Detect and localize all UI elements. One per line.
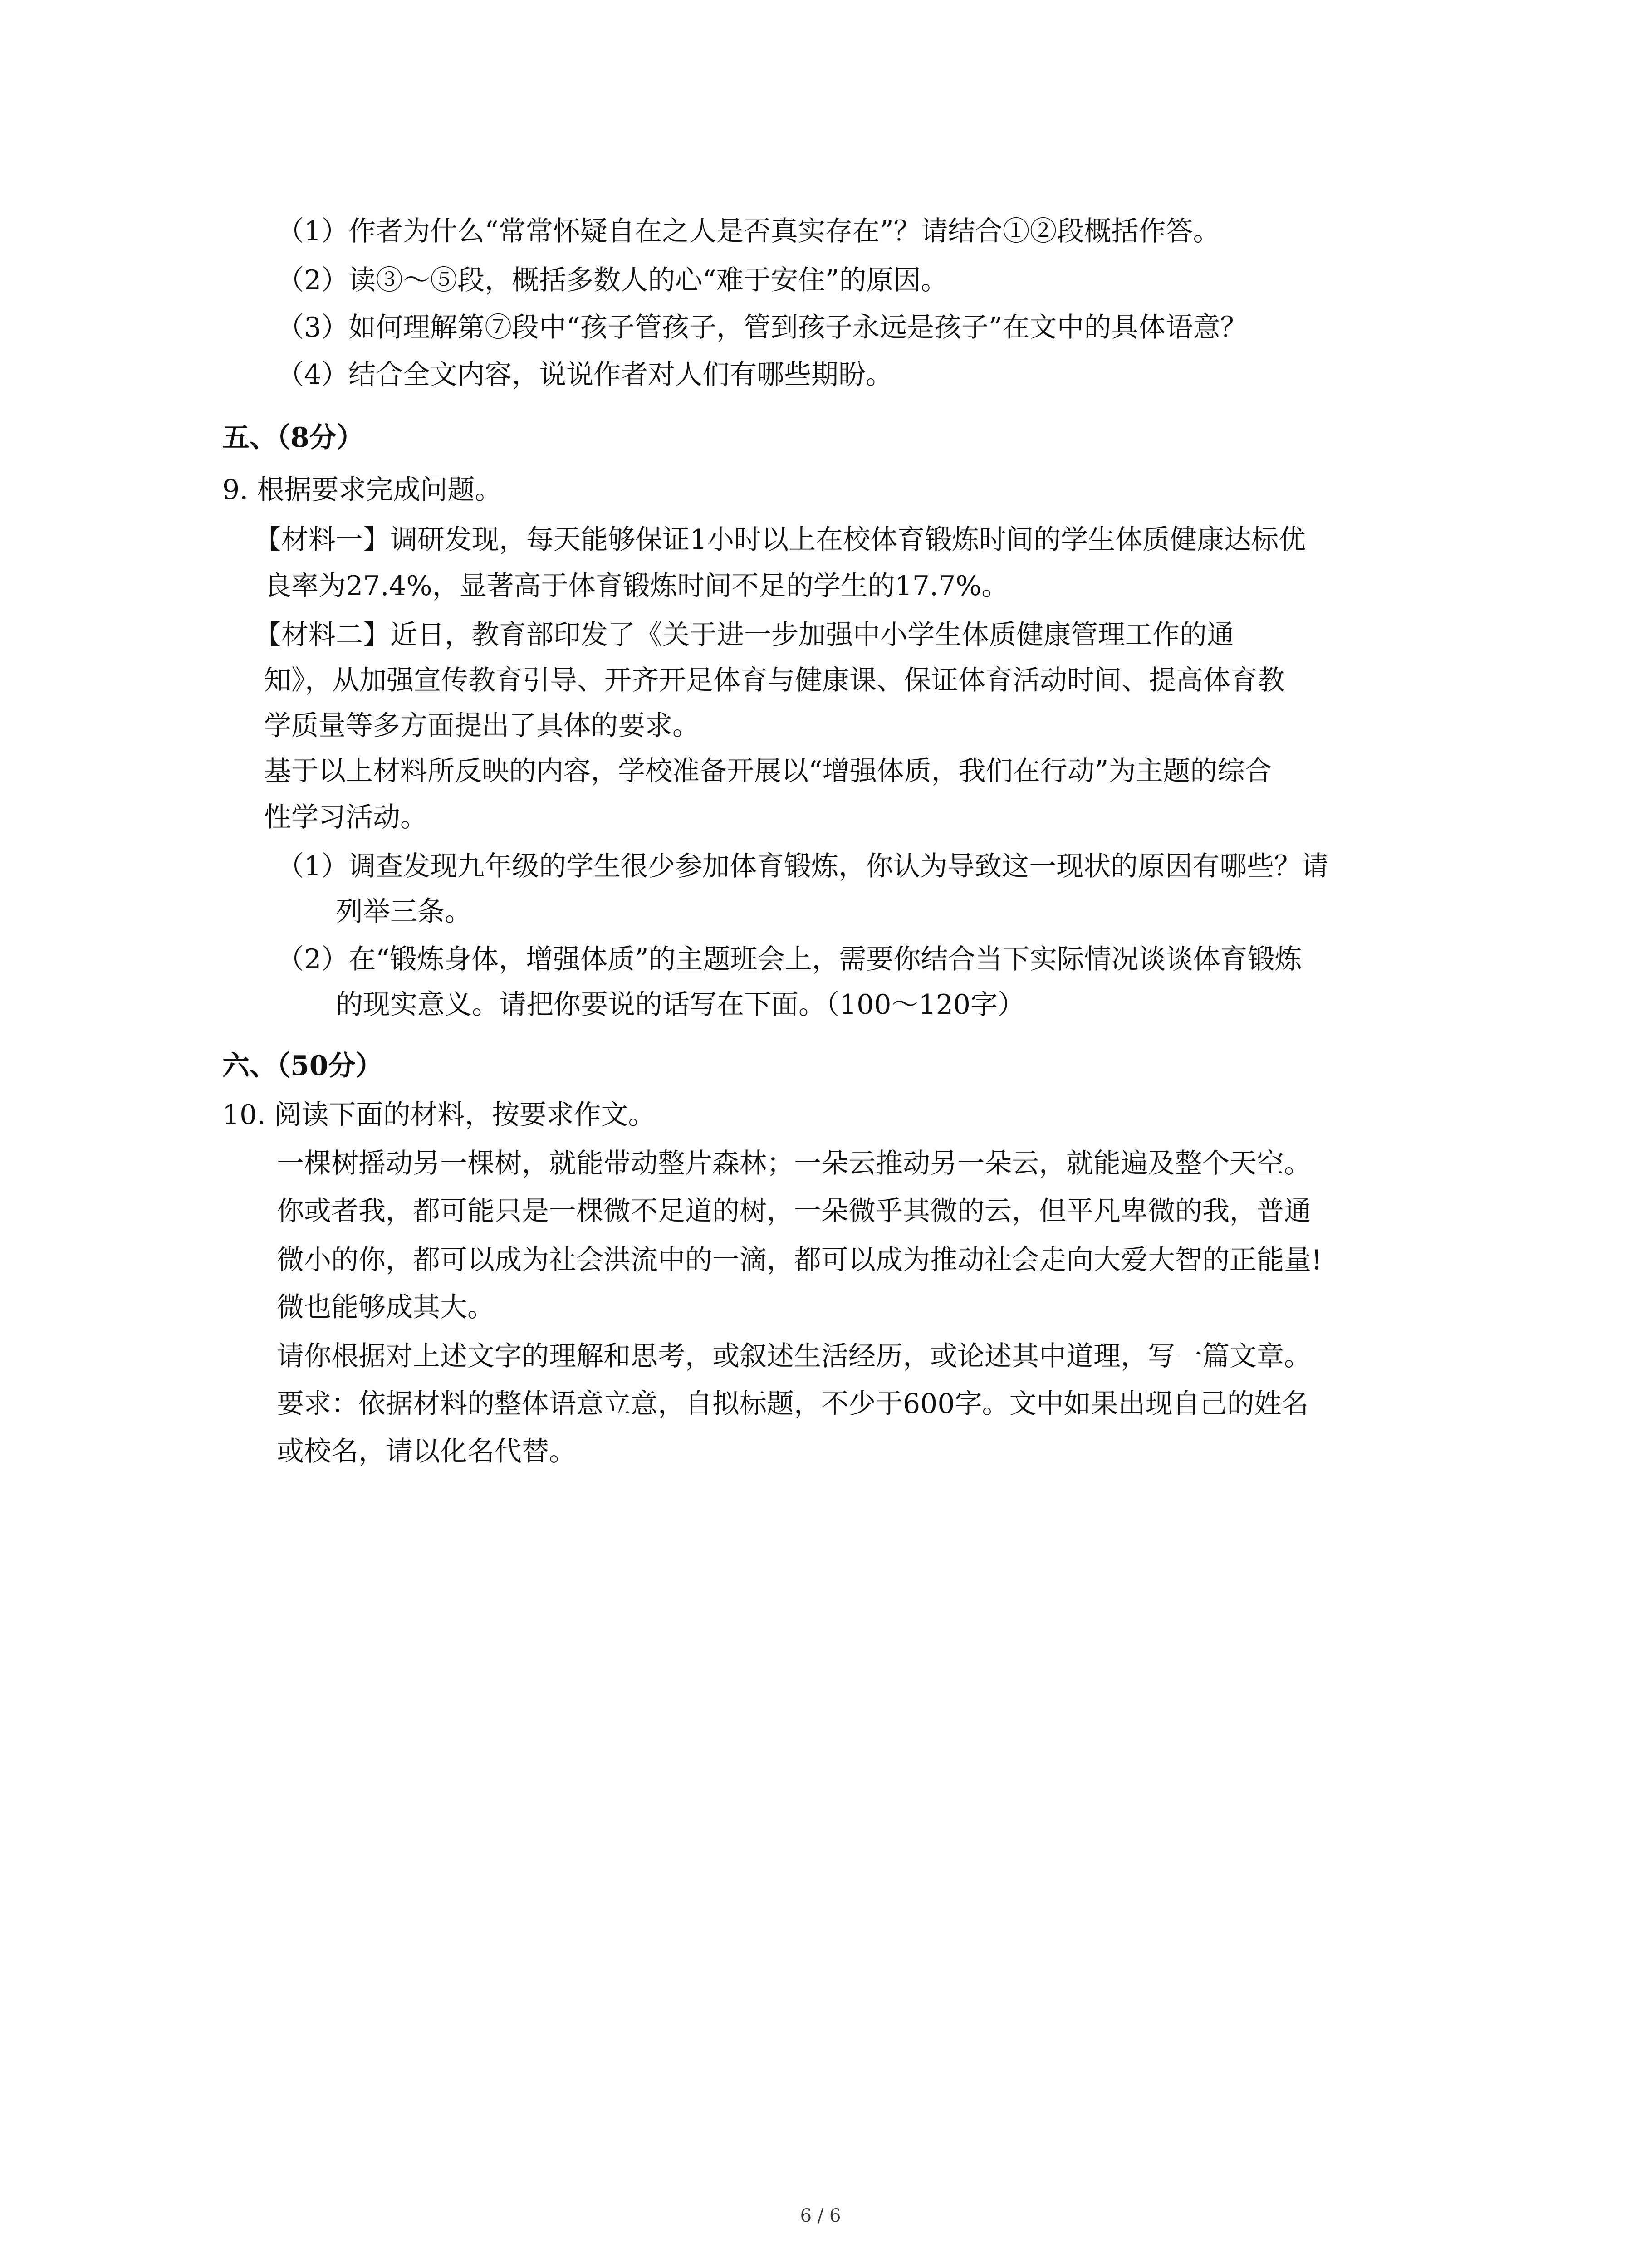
question-9-2-line-2: 的现实意义。请把你要说的话写在下面。（100～120字） — [336, 989, 1025, 1021]
essay-requirement-line-1: 要求：依据材料的整体语意立意，自拟标题，不少于600字。文中如果出现自己的姓名 — [277, 1388, 1309, 1420]
question-9-title: 9. 根据要求完成问题。 — [222, 474, 502, 506]
essay-instruction: 请你根据对上述文字的理解和思考，或叙述生活经历，或论述其中道理，写一篇文章。 — [277, 1340, 1311, 1372]
essay-requirement-line-2: 或校名，请以化名代替。 — [277, 1436, 576, 1467]
material-2-line-1: 【材料二】近日，教育部印发了《关于进一步加强中小学生体质健康管理工作的通 — [254, 619, 1234, 651]
question-9-1-line-2: 列举三条。 — [336, 896, 472, 928]
section-6-heading: 六、（50分） — [222, 1050, 383, 1082]
essay-material-line-3: 微小的你，都可以成为社会洪流中的一滴，都可以成为推动社会走向大爱大智的正能量! — [277, 1244, 1323, 1276]
page-number: 6 / 6 — [800, 2205, 841, 2226]
question-9-2-line-1: （2）在“锻炼身体，增强体质”的主题班会上，需要你结合当下实际情况谈谈体育锻炼 — [277, 943, 1302, 975]
question-8-4: （4）结合全文内容，说说作者对人们有哪些期盼。 — [277, 359, 893, 391]
question-8-1: （1）作者为什么“常常怀疑自在之人是否真实存在”？请结合①②段概括作答。 — [277, 215, 1220, 247]
section-5-heading: 五、（8分） — [222, 422, 364, 454]
activity-intro-line-2: 性学习活动。 — [264, 802, 427, 833]
activity-intro-line-1: 基于以上材料所反映的内容，学校准备开展以“增强体质，我们在行动”为主题的综合 — [264, 755, 1272, 787]
material-2-line-3: 学质量等多方面提出了具体的要求。 — [264, 710, 700, 742]
material-2-line-2: 知》，从加强宣传教育引导、开齐开足体育与健康课、保证体育活动时间、提高体育教 — [264, 665, 1285, 696]
question-8-3: （3）如何理解第⑦段中“孩子管孩子，管到孩子永远是孩子”在文中的具体语意？ — [277, 312, 1248, 343]
essay-material-line-2: 你或者我，都可能只是一棵微不足道的树，一朵微乎其微的云，但平凡卑微的我，普通 — [277, 1195, 1311, 1227]
essay-material-line-1: 一棵树摇动另一棵树，就能带动整片森林；一朵云推动另一朵云，就能遍及整个天空。 — [277, 1148, 1311, 1179]
question-9-1-line-1: （1）调查发现九年级的学生很少参加体育锻炼，你认为导致这一现状的原因有哪些？请 — [277, 850, 1329, 882]
essay-material-line-4: 微也能够成其大。 — [277, 1291, 495, 1323]
question-8-2: （2）读③～⑤段，概括多数人的心“难于安住”的原因。 — [277, 264, 948, 296]
material-1-line-2: 良率为27.4%，显著高于体育锻炼时间不足的学生的17.7%。 — [264, 570, 1009, 602]
question-10-title: 10. 阅读下面的材料，按要求作文。 — [222, 1099, 656, 1131]
material-1-line-1: 【材料一】调研发现，每天能够保证1小时以上在校体育锻炼时间的学生体质健康达标优 — [254, 524, 1306, 556]
